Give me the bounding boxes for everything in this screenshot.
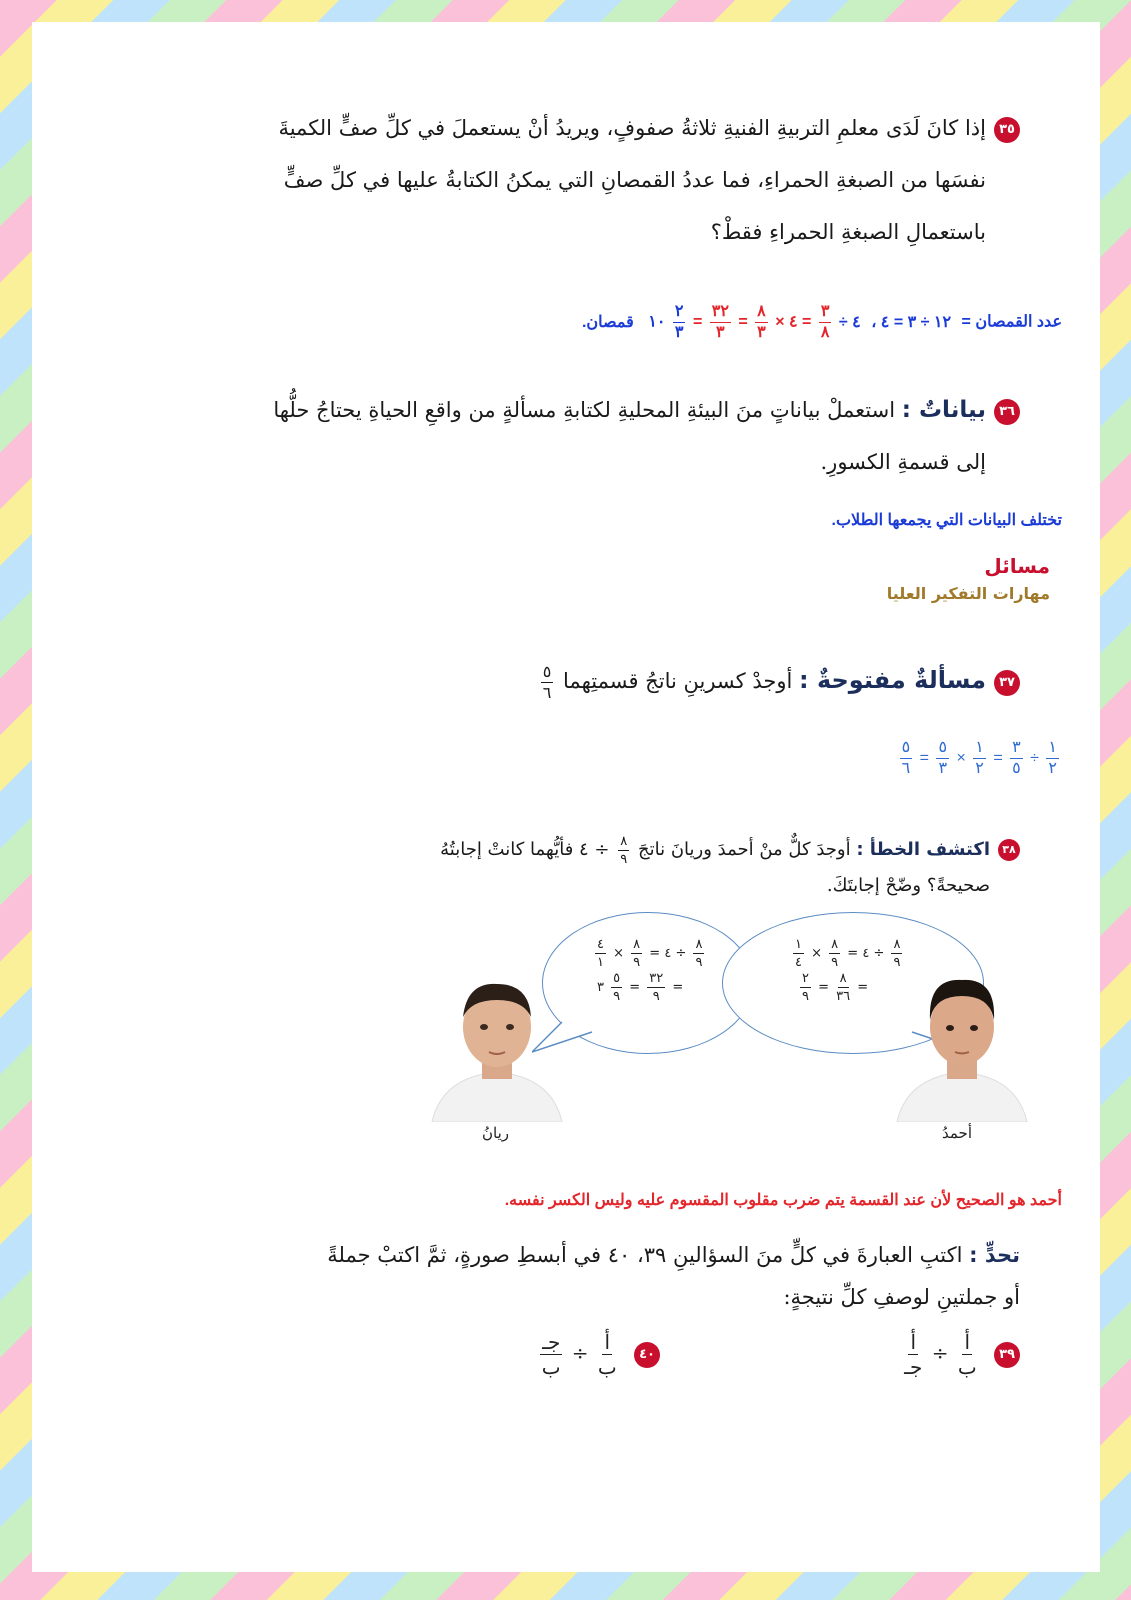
question-40: ٤٠ $\frac{\text{أ}}{\text{ب}}$ ÷ $\frac{\text{جـ}}{\text{ب}}$: [537, 1332, 660, 1377]
rayan-work-line-1: $\frac{٨}{٩}$ ÷ ٤ = $\frac{٨}{٩}$ × $\frac{٤}{١}$: [597, 937, 703, 970]
answer-38: أحمد هو الصحيح لأن عند القسمة يتم ضرب مقلوب المقسوم عليه وليس الكسر نفسه.: [504, 1192, 1062, 1209]
question-36: [60, 384, 1020, 488]
answer-35-step1: ١٢ ÷ ٣ = ٤ ،: [871, 313, 952, 331]
answer-37: $\frac{١}{٢}$ ÷ $\frac{٣}{٥}$ = $\frac{١}{٢}$ × $\frac{٥}{٣}$ = $\frac{٥}{٦}$: [901, 739, 1057, 777]
answer-35: [62, 304, 1062, 341]
answer-35-prefix: عدد القمصان =: [961, 313, 1062, 331]
challenge-line-1: تحدٍّ : اكتبِ العبارةَ في كلٍّ منَ السؤالينِ ٣٩، ٤٠ في أبسطِ صورةٍ، ثمَّ اكتبْ جملةً: [327, 1243, 1020, 1267]
question-35-line-2: نفسَها من الصبغةِ الحمراءِ، فما عددُ القمصانِ التي يمكنُ الكتابةُ عليها في كلِّ صفٍّ: [283, 168, 986, 192]
ahmed-boy-illustration: [892, 972, 1032, 1122]
name-rayan: ريانُ: [482, 1124, 510, 1142]
name-ahmed: أحمدُ: [942, 1124, 972, 1142]
challenge-line-2: أو جملتينِ لوصفِ كلِّ نتيجةٍ:: [783, 1285, 1020, 1309]
question-35-line-3: باستعمالِ الصبغةِ الحمراءِ فقطْ؟: [710, 220, 986, 244]
answer-35-step2b: = ٤ ×: [775, 313, 812, 331]
question-36-line-2: إلى قسمةِ الكسورِ.: [820, 450, 986, 474]
question-number-badge: ٣٩: [994, 1342, 1020, 1368]
question-35: [120, 102, 1020, 258]
question-number-badge: ٣٦: [994, 399, 1020, 425]
answer-35-step2a: ٤ ÷: [838, 313, 861, 331]
fraction-a-j: $\frac{\text{أ}}{\text{جـ}}$: [904, 1330, 923, 1379]
ahmed-work-line-1: $\frac{٨}{٩}$ ÷ ٤ = $\frac{٨}{٩}$ × $\frac{١}{٤}$: [795, 937, 901, 970]
challenge: [120, 1234, 1020, 1318]
answer-35-suffix: قمصان.: [581, 313, 634, 331]
question-number-badge: ٤٠: [634, 1342, 660, 1368]
fraction-8-9: $\frac{٨}{٩}$: [620, 833, 628, 867]
fraction-1-2: $\frac{١}{٢}$: [1048, 739, 1057, 777]
section-subtitle: مهارات التفكير العليا: [886, 584, 1050, 603]
answer-36: تختلف البيانات التي يجمعها الطلاب.: [831, 512, 1062, 529]
equals-sign: =: [692, 313, 703, 331]
equals-sign: =: [738, 313, 748, 331]
fraction-5-3: $\frac{٥}{٣}$: [938, 739, 948, 777]
question-number-badge: ٣٨: [998, 839, 1020, 861]
fraction-j-b: $\frac{\text{جـ}}{\text{ب}}$: [541, 1330, 561, 1379]
fraction-a-b: $\frac{\text{أ}}{\text{ب}}$: [957, 1330, 977, 1379]
worksheet-page: [32, 22, 1100, 1572]
question-38-line-2: صحيحةً؟ وضّحْ إجابتَكَ.: [826, 875, 990, 896]
fraction-5-6: $\frac{٥}{٦}$: [901, 739, 911, 777]
question-number-badge: ٣٥: [994, 117, 1020, 143]
question-38-keyword: اكتشف الخطأ :: [856, 839, 990, 860]
question-37-keyword: مسألةٌ مفتوحةٌ :: [799, 666, 986, 694]
rayan-work-line-2: = $\frac{٣٢}{٩}$ = $\frac{٥}{٩}$ ٣: [597, 971, 684, 1004]
challenge-keyword: تحدٍّ :: [969, 1243, 1020, 1267]
question-39: ٣٩ $\frac{\text{أ}}{\text{ب}}$ ÷ $\frac{\text{أ}}{\text{جـ}}$: [901, 1332, 1020, 1377]
rayan-boy-illustration: [427, 972, 567, 1122]
fraction-5-6: $\frac{٥}{٦}$: [542, 662, 552, 702]
fraction-32-3: $\frac{٣٢}{٣}$: [711, 303, 729, 341]
fraction-8-3: $\frac{٨}{٣}$: [757, 303, 766, 341]
ahmed-work-line-2: = $\frac{٨}{٣٦}$ = $\frac{٢}{٩}$: [802, 971, 869, 1004]
fraction-3-5: $\frac{٣}{٥}$: [1012, 739, 1021, 777]
question-38: [120, 832, 1020, 904]
question-36-line-1: ٣٦بياناتٌ : استعملْ بياناتٍ منَ البيئةِ المحليةِ لكتابةِ مسألةٍ من واقعِ الحياةِ يحتاجُ حلُّها: [60, 384, 1020, 436]
question-37: [120, 650, 1020, 711]
question-number-badge: ٣٧: [994, 670, 1020, 696]
question-37-text: أوجدْ كسرينِ ناتجُ قسمتِهما: [563, 669, 793, 693]
fraction-1-2: $\frac{١}{٢}$: [975, 739, 984, 777]
section-title: مسائل: [984, 554, 1050, 578]
question-35-line-1: ٣٥إذا كانَ لَدَى معلمِ التربيةِ الفنيةِ ثلاثةُ صفوفٍ، ويريدُ أنْ يستعملَ في كلِّ صفٍّ الكميةَ: [120, 102, 1020, 154]
question-38-line-1: ٣٨اكتشف الخطأ : أوجدَ كلٌّ منْ أحمدَ وريانَ ناتجَ $\frac{٨}{٩}$ ÷ ٤ فأيُّهما كانتْ إجابتُهُ: [120, 832, 1020, 868]
fraction-2-3: $\frac{٢}{٣}$: [674, 303, 684, 341]
whole-number-10: ١٠: [648, 313, 666, 331]
fraction-3-8: $\frac{٣}{٨}$: [820, 303, 830, 341]
question-36-keyword: بياناتٌ :: [901, 397, 986, 423]
fraction-a-b: $\frac{\text{أ}}{\text{ب}}$: [597, 1330, 617, 1379]
